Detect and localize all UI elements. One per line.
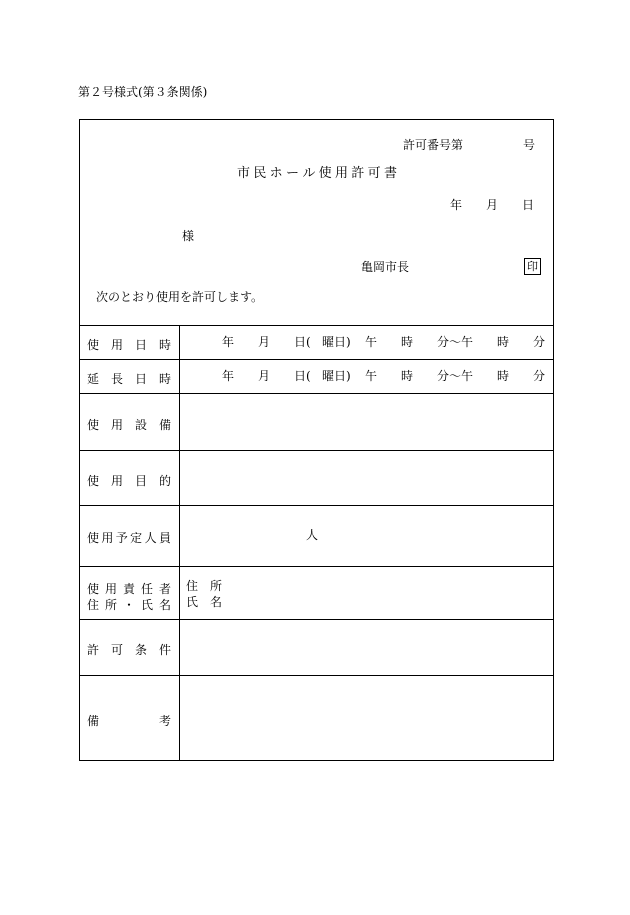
equipment-label: 使 用 設 備 [87,418,171,432]
remarks-label: 備 考 [87,714,171,728]
responsible-person-label: 使 用 責 任 者 [87,582,171,596]
intro-text: 次のとおり使用を許可します。 [96,290,264,304]
use-datetime-label: 使 用 日 時 [87,338,171,352]
permit-conditions-label: 許 可 条 件 [87,643,171,657]
date-month-label: 月 [486,198,499,212]
issuer-name: 亀岡市長 [361,260,410,274]
seal-box: 印 [524,258,541,275]
address-field-label: 住 所 [186,579,223,593]
permit-form: 許可番号第 号 市 民 ホ ー ル 使 用 許 可 書 年 月 日 様 亀岡市長 印 次のとおり使用を許可します。 使 用 日 時 年 月 日( 曜日) 午 時 分～午 時 分 延 長 日 時 年 月 日( 曜日) 午 時 分～午 時 分 使 用 設 備 使 用 目 的 使 用 予 定 人 員 人 使 用 責 任 者 住 所 ・ 氏 名 住 所 氏 名 許 可 条 件 備 考 [79,119,554,761]
name-field-label: 氏 名 [186,595,223,609]
row-divider [80,393,553,394]
row-divider [80,450,553,451]
recipient-suffix: 様 [182,229,195,243]
row-divider [80,325,553,326]
attendees-unit: 人 [306,528,319,542]
column-divider [179,325,180,760]
date-day-label: 日 [522,198,535,212]
extension-datetime-label: 延 長 日 時 [87,372,171,386]
row-divider [80,359,553,360]
form-number-header: 第２号様式(第３条関係) [78,85,208,99]
permit-number-label: 許可番号第 [403,138,464,152]
permit-number-suffix: 号 [523,138,536,152]
row-divider [80,675,553,676]
address-name-label: 住 所 ・ 氏 名 [87,598,171,612]
row-divider [80,505,553,506]
document-title: 市 民 ホ ー ル 使 用 許 可 書 [237,166,397,181]
row-divider [80,619,553,620]
purpose-label: 使 用 目 的 [87,474,171,488]
date-year-label: 年 [450,198,463,212]
attendees-label: 使 用 予 定 人 員 [87,531,171,545]
row-divider [80,566,553,567]
